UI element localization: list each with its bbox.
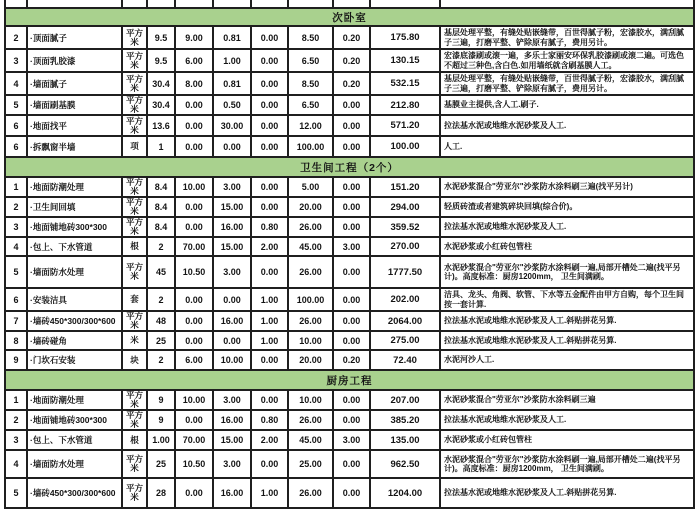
price-cell-5: 0.00 <box>333 217 370 237</box>
unit-cell: 平方米 <box>122 26 147 49</box>
table-row <box>5 311 694 331</box>
empty-cell <box>213 0 251 8</box>
total-cell: 72.40 <box>370 350 440 370</box>
price-cell-5: 0.20 <box>333 350 370 370</box>
item-name-cell: ·地面防潮处理 <box>27 390 122 410</box>
price-cell-1: 6.00 <box>175 49 213 72</box>
price-cell-5: 0.00 <box>333 177 370 197</box>
price-cell-1: 0.00 <box>175 217 213 237</box>
row-number-cell: 6 <box>5 136 27 157</box>
price-cell-5: 0.20 <box>333 72 370 95</box>
remark-cell: 宏漆底漆刷或滚一遍，多乐士家丽安环保乳胶漆刷或滚二遍。可选色不超过三种色,含白色.如用墙纸就含刷基膜人工。 <box>440 49 694 72</box>
price-cell-5: 0.00 <box>333 115 370 136</box>
unit-cell: 平方米 <box>122 197 147 217</box>
unit-cell: 块 <box>122 350 147 370</box>
price-cell-5: 0.00 <box>333 478 370 508</box>
price-cell-2: 3.00 <box>213 390 251 410</box>
table-row <box>5 49 694 72</box>
remark-cell: 轻质砖渣或者建筑碎块回填(综合价)。 <box>440 197 694 217</box>
empty-cell <box>27 0 122 8</box>
price-cell-5: 0.00 <box>333 311 370 331</box>
price-cell-5: 0.20 <box>333 49 370 72</box>
remark-cell: 水泥砂浆或小红砖包管柱 <box>440 430 694 450</box>
price-cell-1: 6.00 <box>175 350 213 370</box>
item-name-cell: ·墙面防水处理 <box>27 256 122 288</box>
price-cell-2: 0.50 <box>213 95 251 115</box>
price-cell-3: 2.00 <box>251 237 288 256</box>
empty-cell <box>175 0 213 8</box>
unit-cell: 平方米 <box>122 478 147 508</box>
section-title: 厨房工程 <box>5 370 694 390</box>
quantity-cell: 1 <box>147 136 175 157</box>
section-header-row <box>5 370 694 390</box>
price-cell-1: 8.00 <box>175 72 213 95</box>
total-cell: 212.80 <box>370 95 440 115</box>
total-cell: 962.50 <box>370 450 440 478</box>
total-cell: 532.15 <box>370 72 440 95</box>
row-number-cell: 2 <box>5 197 27 217</box>
price-cell-5: 0.00 <box>333 390 370 410</box>
row-number-cell: 8 <box>5 331 27 350</box>
price-cell-4: 45.00 <box>288 430 333 450</box>
price-cell-1: 0.00 <box>175 331 213 350</box>
price-cell-3: 1.00 <box>251 311 288 331</box>
row-number-cell: 5 <box>5 95 27 115</box>
total-cell: 385.20 <box>370 410 440 430</box>
row-number-cell: 4 <box>5 450 27 478</box>
price-cell-2: 0.00 <box>213 288 251 311</box>
quantity-cell: 30.4 <box>147 95 175 115</box>
price-cell-5: 0.00 <box>333 410 370 430</box>
price-cell-4: 26.00 <box>288 217 333 237</box>
price-cell-1: 0.00 <box>175 95 213 115</box>
remark-cell: 人工. <box>440 136 694 157</box>
row-number-cell: 1 <box>5 390 27 410</box>
price-cell-1: 0.00 <box>175 410 213 430</box>
price-cell-1: 10.50 <box>175 256 213 288</box>
unit-cell: 平方米 <box>122 115 147 136</box>
price-cell-2: 0.81 <box>213 26 251 49</box>
remark-cell: 拉法基水泥或地维水泥砂浆及人工. <box>440 115 694 136</box>
empty-cell <box>333 0 370 8</box>
price-cell-1: 0.00 <box>175 136 213 157</box>
quantity-cell: 2 <box>147 237 175 256</box>
unit-cell: 套 <box>122 288 147 311</box>
row-number-cell: 2 <box>5 26 27 49</box>
row-number-cell: 5 <box>5 478 27 508</box>
price-cell-3: 0.80 <box>251 217 288 237</box>
price-cell-3: 0.00 <box>251 450 288 478</box>
table-row <box>5 136 694 157</box>
price-cell-1: 0.00 <box>175 478 213 508</box>
row-number-cell: 3 <box>5 49 27 72</box>
price-cell-2: 16.00 <box>213 217 251 237</box>
row-number-cell: 7 <box>5 311 27 331</box>
total-cell: 130.15 <box>370 49 440 72</box>
remark-cell: 水泥砂浆混合"劳亚尔"沙浆防水涂料刷一遍,局部开槽处二遍(找平另计)。高度标准：厨房1200mm， 卫生间满刷。 <box>440 256 694 288</box>
table-row <box>5 115 694 136</box>
price-cell-4: 20.00 <box>288 197 333 217</box>
price-cell-5: 0.00 <box>333 331 370 350</box>
table-row <box>5 410 694 430</box>
quantity-cell: 9.5 <box>147 26 175 49</box>
total-cell: 270.00 <box>370 237 440 256</box>
item-name-cell: ·墙砖450*300/300*600 <box>27 478 122 508</box>
price-cell-1: 9.00 <box>175 26 213 49</box>
total-cell: 1204.00 <box>370 478 440 508</box>
unit-cell: 平方米 <box>122 177 147 197</box>
price-cell-3: 0.00 <box>251 115 288 136</box>
unit-cell: 平方米 <box>122 217 147 237</box>
price-cell-4: 8.50 <box>288 72 333 95</box>
total-cell: 571.20 <box>370 115 440 136</box>
empty-cell <box>122 0 147 8</box>
item-name-cell: ·顶面腻子 <box>27 26 122 49</box>
price-cell-1: 10.00 <box>175 177 213 197</box>
remark-cell: 拉法基水泥或地维水泥砂浆及人工.斜贴拼花另算. <box>440 331 694 350</box>
price-cell-4: 100.00 <box>288 136 333 157</box>
price-cell-2: 30.00 <box>213 115 251 136</box>
unit-cell: 平方米 <box>122 256 147 288</box>
price-cell-3: 0.00 <box>251 26 288 49</box>
section-title: 次卧室 <box>5 8 694 26</box>
total-cell: 175.80 <box>370 26 440 49</box>
price-cell-2: 16.00 <box>213 478 251 508</box>
price-cell-1: 70.00 <box>175 237 213 256</box>
quotation-grid <box>4 0 695 509</box>
total-cell: 207.00 <box>370 390 440 410</box>
quantity-cell: 8.4 <box>147 217 175 237</box>
quantity-cell: 28 <box>147 478 175 508</box>
empty-cell <box>147 0 175 8</box>
price-cell-4: 20.00 <box>288 350 333 370</box>
price-cell-4: 100.00 <box>288 288 333 311</box>
table-row <box>5 217 694 237</box>
price-cell-4: 6.50 <box>288 49 333 72</box>
unit-cell: 平方米 <box>122 311 147 331</box>
total-cell: 135.00 <box>370 430 440 450</box>
remark-cell: 拉法基水泥或地维水泥砂浆及人工.斜贴拼花另算. <box>440 478 694 508</box>
remark-cell: 水泥砂浆混合"劳亚尔"沙浆防水涂料刷三遍(找平另计) <box>440 177 694 197</box>
price-cell-2: 16.00 <box>213 410 251 430</box>
table-row <box>5 390 694 410</box>
remark-cell: 洁具、龙头、角阀、软管、下水等五金配件由甲方自购，每个卫生间按一套计算. <box>440 288 694 311</box>
item-name-cell: ·墙砖碰角 <box>27 331 122 350</box>
item-name-cell: ·安装洁具 <box>27 288 122 311</box>
remark-cell: 水泥河沙人工. <box>440 350 694 370</box>
quantity-cell: 30.4 <box>147 72 175 95</box>
remark-cell: 水泥砂浆混合"劳亚尔"沙浆防水涂料刷一遍,局部开槽处二遍(找平另计)。高度标准：厨房1200mm， 卫生间满刷。 <box>440 450 694 478</box>
table-row <box>5 350 694 370</box>
price-cell-3: 0.00 <box>251 95 288 115</box>
table-row <box>5 72 694 95</box>
table-row <box>5 288 694 311</box>
item-name-cell: ·卫生间回填 <box>27 197 122 217</box>
quantity-cell: 8.4 <box>147 197 175 217</box>
price-cell-4: 26.00 <box>288 478 333 508</box>
price-cell-4: 10.00 <box>288 390 333 410</box>
unit-cell: 项 <box>122 136 147 157</box>
total-cell: 275.00 <box>370 331 440 350</box>
price-cell-3: 1.00 <box>251 331 288 350</box>
table-row <box>5 478 694 508</box>
quantity-cell: 9.5 <box>147 49 175 72</box>
total-cell: 2064.00 <box>370 311 440 331</box>
unit-cell: 平方米 <box>122 72 147 95</box>
price-cell-2: 15.00 <box>213 430 251 450</box>
empty-cell <box>251 0 288 8</box>
section-title: 卫生间工程（2个） <box>5 157 694 177</box>
price-cell-2: 0.00 <box>213 331 251 350</box>
price-cell-4: 5.00 <box>288 177 333 197</box>
unit-cell: 平方米 <box>122 390 147 410</box>
price-cell-5: 3.00 <box>333 237 370 256</box>
remark-cell: 拉法基水泥或地维水泥砂浆及人工.斜贴拼花另算. <box>440 311 694 331</box>
total-cell: 1777.50 <box>370 256 440 288</box>
unit-cell: 根 <box>122 430 147 450</box>
empty-cell <box>288 0 333 8</box>
section-header-row <box>5 8 694 26</box>
quantity-cell: 8.4 <box>147 177 175 197</box>
unit-cell: 平方米 <box>122 49 147 72</box>
table-row <box>5 331 694 350</box>
table-row <box>5 237 694 256</box>
price-cell-1: 0.00 <box>175 115 213 136</box>
quantity-cell: 1.00 <box>147 430 175 450</box>
price-cell-3: 2.00 <box>251 430 288 450</box>
item-name-cell: ·墙面腻子 <box>27 72 122 95</box>
total-cell: 100.00 <box>370 136 440 157</box>
item-name-cell: ·地面找平 <box>27 115 122 136</box>
price-cell-3: 0.00 <box>251 177 288 197</box>
unit-cell: 平方米 <box>122 410 147 430</box>
price-cell-3: 0.80 <box>251 410 288 430</box>
quantity-cell: 2 <box>147 350 175 370</box>
price-cell-2: 3.00 <box>213 256 251 288</box>
remark-cell: 拉法基水泥或地维水泥砂浆及人工. <box>440 217 694 237</box>
price-cell-1: 10.50 <box>175 450 213 478</box>
remark-cell: 基层处理平整，有缝处贴嵌缝带，百世得腻子粉，宏漆胶水，满刮腻子三遍，打磨平整、铲除原有腻子，费用另计。 <box>440 26 694 49</box>
quantity-cell: 25 <box>147 331 175 350</box>
price-cell-5: 0.00 <box>333 288 370 311</box>
row-number-cell: 5 <box>5 256 27 288</box>
unit-cell: 平方米 <box>122 95 147 115</box>
price-cell-2: 15.00 <box>213 197 251 217</box>
price-cell-2: 1.00 <box>213 49 251 72</box>
empty-cell <box>370 0 440 8</box>
price-cell-4: 26.00 <box>288 256 333 288</box>
item-name-cell: ·墙砖450*300/300*600 <box>27 311 122 331</box>
quantity-cell: 48 <box>147 311 175 331</box>
total-cell: 359.52 <box>370 217 440 237</box>
price-cell-5: 0.00 <box>333 197 370 217</box>
price-cell-3: 1.00 <box>251 478 288 508</box>
partial-row <box>5 0 694 8</box>
price-cell-1: 70.00 <box>175 430 213 450</box>
price-cell-5: 0.00 <box>333 256 370 288</box>
unit-cell: 平方米 <box>122 450 147 478</box>
unit-cell: 米 <box>122 331 147 350</box>
price-cell-4: 8.50 <box>288 26 333 49</box>
remark-cell: 水泥砂浆混合"劳亚尔"沙浆防水涂料刷三遍 <box>440 390 694 410</box>
quantity-cell: 9 <box>147 390 175 410</box>
table-row <box>5 256 694 288</box>
item-name-cell: ·包上、下水管道 <box>27 430 122 450</box>
empty-cell <box>440 0 694 8</box>
price-cell-4: 10.00 <box>288 331 333 350</box>
price-cell-1: 10.00 <box>175 390 213 410</box>
price-cell-3: 0.00 <box>251 72 288 95</box>
item-name-cell: ·墙面防水处理 <box>27 450 122 478</box>
quantity-cell: 25 <box>147 450 175 478</box>
price-cell-5: 3.00 <box>333 430 370 450</box>
price-cell-2: 15.00 <box>213 237 251 256</box>
price-cell-4: 26.00 <box>288 410 333 430</box>
price-cell-3: 0.00 <box>251 256 288 288</box>
row-number-cell: 6 <box>5 115 27 136</box>
price-cell-4: 26.00 <box>288 311 333 331</box>
remark-cell: 基膜业主提供,含人工.刷子. <box>440 95 694 115</box>
quantity-cell: 9 <box>147 410 175 430</box>
row-number-cell: 3 <box>5 217 27 237</box>
item-name-cell: ·地面铺地砖300*300 <box>27 410 122 430</box>
price-cell-3: 0.00 <box>251 197 288 217</box>
price-cell-2: 16.00 <box>213 311 251 331</box>
price-cell-2: 3.00 <box>213 450 251 478</box>
price-cell-4: 6.50 <box>288 95 333 115</box>
item-name-cell: ·地面铺地砖300*300 <box>27 217 122 237</box>
price-cell-3: 0.00 <box>251 350 288 370</box>
total-cell: 202.00 <box>370 288 440 311</box>
price-cell-3: 0.00 <box>251 49 288 72</box>
price-cell-2: 0.00 <box>213 136 251 157</box>
quantity-cell: 45 <box>147 256 175 288</box>
row-number-cell: 4 <box>5 237 27 256</box>
price-cell-4: 12.00 <box>288 115 333 136</box>
price-cell-5: 0.20 <box>333 26 370 49</box>
quantity-cell: 2 <box>147 288 175 311</box>
row-number-cell: 4 <box>5 72 27 95</box>
price-cell-2: 3.00 <box>213 177 251 197</box>
table-row <box>5 95 694 115</box>
price-cell-2: 10.00 <box>213 350 251 370</box>
empty-cell <box>5 0 27 8</box>
price-cell-3: 0.00 <box>251 390 288 410</box>
row-number-cell: 6 <box>5 288 27 311</box>
price-cell-4: 25.00 <box>288 450 333 478</box>
row-number-cell: 9 <box>5 350 27 370</box>
quantity-cell: 13.6 <box>147 115 175 136</box>
remark-cell: 水泥砂浆或小红砖包管柱 <box>440 237 694 256</box>
remark-cell: 拉法基水泥或地维水泥砂浆及人工. <box>440 410 694 430</box>
table-row <box>5 177 694 197</box>
item-name-cell: ·地面防潮处理 <box>27 177 122 197</box>
row-number-cell: 2 <box>5 410 27 430</box>
price-cell-3: 0.00 <box>251 136 288 157</box>
price-cell-5: 0.00 <box>333 95 370 115</box>
price-cell-1: 0.00 <box>175 197 213 217</box>
unit-cell: 根 <box>122 237 147 256</box>
table-row <box>5 430 694 450</box>
item-name-cell: ·墙面刷基膜 <box>27 95 122 115</box>
item-name-cell: ·拆飘窗半墙 <box>27 136 122 157</box>
price-cell-5: 0.00 <box>333 450 370 478</box>
row-number-cell: 1 <box>5 177 27 197</box>
price-cell-5: 0.00 <box>333 136 370 157</box>
section-header-row <box>5 157 694 177</box>
price-cell-4: 45.00 <box>288 237 333 256</box>
table-row <box>5 26 694 49</box>
table-row <box>5 450 694 478</box>
price-cell-1: 0.00 <box>175 311 213 331</box>
remark-cell: 基层处理平整，有缝处贴嵌缝带，百世得腻子粉，宏漆胶水，满刮腻子三遍，打磨平整、铲除原有腻子，费用另计。 <box>440 72 694 95</box>
item-name-cell: ·包上、下水管道 <box>27 237 122 256</box>
item-name-cell: ·顶面乳胶漆 <box>27 49 122 72</box>
table-row <box>5 197 694 217</box>
price-cell-2: 0.81 <box>213 72 251 95</box>
price-cell-1: 0.00 <box>175 288 213 311</box>
total-cell: 294.00 <box>370 197 440 217</box>
total-cell: 151.20 <box>370 177 440 197</box>
row-number-cell: 3 <box>5 430 27 450</box>
item-name-cell: ·门坎石安装 <box>27 350 122 370</box>
price-cell-3: 1.00 <box>251 288 288 311</box>
